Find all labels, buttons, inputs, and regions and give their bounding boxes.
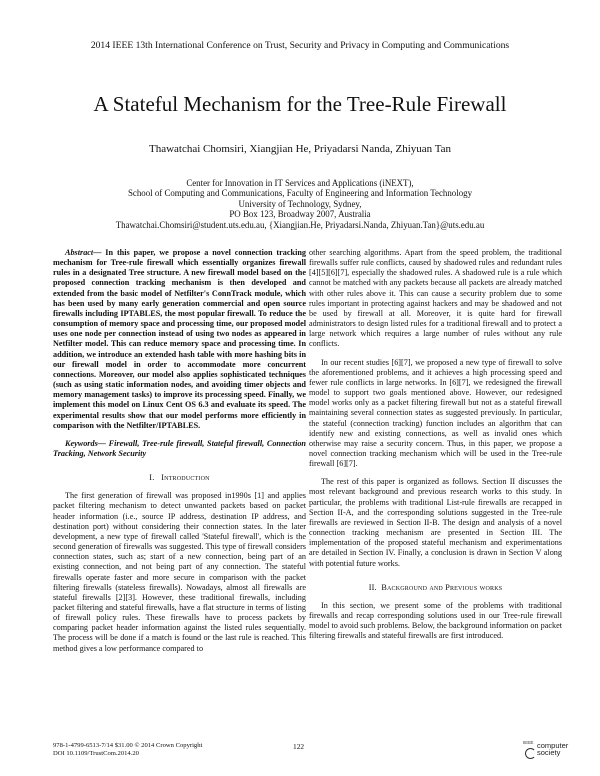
- affiliation-line: PO Box 123, Broadway 2007, Australia: [229, 209, 371, 220]
- abstract: [53, 248, 306, 431]
- abstract-label: Abstract: [65, 248, 94, 257]
- introduction-paragraph: The first generation of firewall was proposed in1990s [1] and applies packet filtering mechanism to detect unwanted packets based on packet header information (i.e., source IP address, destination IP address, and destination port) without considering their connection states. In the later development, a new type of firewall called 'Stateful firewall', which is the second generation of firewalls was suggested. This type of firewall considers connection states, such as; start of a new connection, being part of an existing connection, and not being part of any connection. The stateful firewalls operate faster and more secure in comparison with the packet filtering firewalls (stateless firewalls). Nowadays, almost all firewalls are stateful firewalls [2][3]. However, these traditional firewalls, including packet filtering and stateful firewalls, have a flat structure in terms of listing of firewall policy rules. These firewalls have to process packets by comparing packet header information against the listed rules sequentially. The process will be done if a match is found or the last rule is reached. This method gives a low performance compared to: [53, 491, 306, 653]
- affiliation-line: Center for Innovation in IT Services and Applications (iNEXT),: [186, 178, 414, 188]
- right-column: [309, 248, 562, 641]
- paragraph: In this section, we present some of the problems with traditional firewalls and recap corresponding solutions used in our Tree-rule firewall model to avoid such problems. Below, the background information on packet filtering firewalls and stateful firewalls are first introduced.: [309, 600, 562, 641]
- affiliation-block: [0, 178, 600, 230]
- logo-ieee-text: IEEE: [523, 740, 534, 745]
- keywords: [53, 439, 306, 459]
- computer-society-logo: [523, 740, 567, 764]
- section-heading-background: II. Background and Previous works: [368, 582, 503, 592]
- copyright-footer: [53, 742, 202, 759]
- abstract-text: — In this paper, we propose a novel connection tracking mechanism for Tree-rule firewall which essentially organizes firewall rules in a designated Tree structure. A new firewall model based on the proposed connection tracking mechanism is then developed and extended from the basic model of Netfilter's ConnTrack module, which has been used by many early generation commercial and open source firewalls including IPTABLES, the most popular firewall. To reduce the consumption of memory space and processing time, our proposed model uses one node per connection instead of using two nodes as appeared in Netfilter model. This can reduce memory space and processing time. In addition, we introduce an extended hash table with more hashing bits in our firewall model in order to accommodate more concurrent connections. Moreover, our model also applies sophisticated techniques (such as using static information nodes, and avoiding timer objects and memory management tasks) to improve its processing speed. Finally, we implement this model on Linux Cent OS 6.3 and evaluate its speed. The experimental results show that our model performs more efficiently in comparison with the Netfilter/IPTABLES.: [53, 248, 306, 430]
- logo-mark-icon: [525, 748, 536, 759]
- affiliation-line: School of Computing and Communications, Faculty of Engineering and Information Technology: [127, 188, 473, 199]
- page-number: 122: [293, 742, 305, 751]
- logo-text: computer society: [537, 741, 569, 757]
- keywords-label: Keywords: [65, 438, 98, 448]
- copyright-line: 978-1-4799-6513-7/14 $31.00 © 2014 Crown Copyright: [53, 742, 203, 749]
- affiliation-emails: Thawatchai.Chomsiri@student.uts.edu.au, {Xiangjian.He, Priyadarsi.Nanda, Zhiyuan.Tan}@uts.edu.au: [115, 219, 485, 230]
- section-heading-introduction: I. Introduction: [149, 473, 210, 483]
- left-column: [53, 248, 306, 654]
- paragraph: In our recent studies [6][7], we proposed a new type of firewall to solve the aforementioned problems, and it achieves a high processing speed and fewer rule conflicts in large networks. In [6][7], we redesigned the firewall model to support two goals mentioned above. However, our redesigned model works only as a packet filtering firewall but not as a stateful firewall maintaining several connection states as suggested previously. In particular, the stateful (connection tracking) function includes an algorithm that can identify new and existing connections, as well as invalid ones which otherwise may raise a security concern. Thus, in this paper, we propose a novel connection tracking mechanism which will be used in the Tree-rule firewall [6][7].: [309, 357, 562, 469]
- keywords-text: — Firewall, Tree-rule firewall, Stateful firewall, Connection Tracking, Network Security: [53, 438, 306, 458]
- conference-header: 2014 IEEE 13th International Conference on Trust, Security and Privacy in Computing and Communications: [90, 40, 510, 51]
- author-list: Thawatchai Chomsiri, Xiangjian He, Priyadarsi Nanda, Zhiyuan Tan: [148, 143, 452, 155]
- paragraph: The rest of this paper is organized as follows. Section II discusses the most relevant background and previous research works to this study. In particular, the problems with traditional List-rule firewalls are recapped in Section II-A, and the corresponding solutions suggested in the Tree-rule firewalls are reviewed in Section II-B. The design and analysis of a novel connection tracking mechanism are presented in Section III. The implementation of the proposed stateful mechanism and experimentations are detailed in Section IV. Finally, a conclusion is drawn in Section V along with potential future works.: [309, 477, 562, 568]
- paragraph: other searching algorithms. Apart from the speed problem, the traditional firewalls suffer rule conflicts, caused by shadowed rules and redundant rules [4][5][6][7], especially the shadowed rules. A shadowed rule is a rule which cannot be matched with any packets because all packets are already matched with other rules above it. This can cause a security problem due to some rules important in protecting against hackers and may be shadowed and not be used by firewall at all. Moreover, it is quite hard for firewall administrators to design listed rules for a traditional firewall and to protect a large network which requires a large number of rules without any rule conflicts.: [309, 248, 562, 349]
- paper-title: A Stateful Mechanism for the Tree-Rule Firewall: [93, 92, 507, 116]
- doi-line: DOI 10.1109/TrustCom.2014.20: [53, 750, 139, 758]
- affiliation-line: University of Technology, Sydney,: [238, 198, 362, 209]
